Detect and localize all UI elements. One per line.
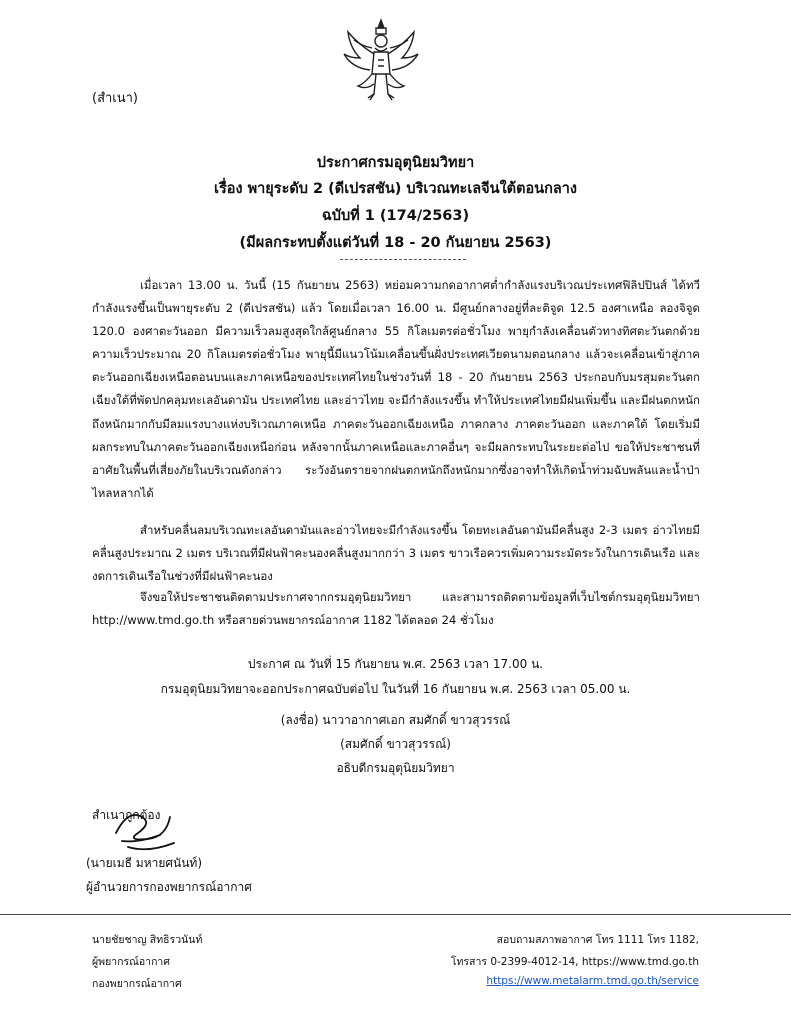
body-paragraph-1	[92, 274, 700, 505]
paragraph-3-text: จึงขอให้ประชาชนติดตามประกาศจากกรมอุตุนิยมวิทยา และสามารถติดตามข้อมูลที่เว็บไซต์กรมอุตุนิยมวิทยา http://www.tmd.go.th หรือสายด่วนพยากรณ์อากาศ 1182 ได้ตลอด 24 ชั่วโมง	[92, 590, 700, 628]
footer-division: กองพยากรณ์อากาศ	[92, 978, 182, 990]
footer-divider	[0, 914, 791, 915]
signatory-name: (สมศักดิ์ ขาวสุวรรณ์)	[340, 737, 451, 751]
title-divider	[340, 259, 466, 260]
next-announcement: กรมอุตุนิยมวิทยาจะออกประกาศฉบับต่อไป ในวันที่ 16 กันยายน พ.ศ. 2563 เวลา 05.00 น.	[160, 682, 631, 696]
footer-service-link[interactable]: https://www.metalarm.tmd.go.th/service	[486, 975, 699, 987]
issued-date: ประกาศ ณ วันที่ 15 กันยายน พ.ศ. 2563 เวลา 17.00 น.	[247, 657, 544, 671]
paragraph-1-text: เมื่อเวลา 13.00 น. วันนี้ (15 กันยายน 2563) หย่อมความกดอากาศต่ำกำลังแรงบริเวณประเทศฟิลิปปินส์ ได้ทวีกำลังแรงขึ้นเป็นพายุระดับ 2 (ดีเปรสชัน) แล้ว โดยเมื่อเวลา 16.00 น. มีศูนย์กลางอยู่ที่ละติจูด 12.5 องศาเหนือ ลองจิจูด 120.0 องศาตะวันออก มีความเร็วลมสูงสุดใกล้ศูนย์กลาง 55 กิโลเมตรต่อชั่วโมง พายุกำลังเคลื่อนตัวทางทิศตะวันตกด้วยความเร็วประมาณ 20 กิโลเมตรต่อชั่วโมง พายุนี้มีแนวโน้มเคลื่อนขึ้นฝั่งประเทศเวียดนามตอนกลาง แล้วจะเคลื่อนเข้าสู่ภาคตะวันออกเฉียงเหนือตอนบนและภาคเหนือของประเทศไทยในช่วงวันที่ 18 - 20 กันยายน 2563 ประกอบกับมรสุมตะวันตกเฉียงใต้ที่พัดปกคลุมทะเลอันดามัน ประเทศไทย และอ่าวไทย จะมีกำลังแรงขึ้น ทำให้ประเทศไทยมีฝนเพิ่มขึ้น และมีฝนตกหนักถึงหนักมากกับมีลมแรงบางแห่งบริเวณภาคเหนือ ภาคตะวันออกเฉียงเหนือ ภาคกลาง ภาคตะวันออก และภาคใต้ โดยเริ่มมีผลกระทบในภาคตะวันออกเฉียงเหนือก่อน หลังจากนั้นภาคเหนือและภาคอื่นๆ จะมีผลกระทบในระยะต่อไป ขอให้ประชาชนที่อาศัยในพื้นที่เสี่ยงภัยในบริเวณดังกล่าว ระวังอันตรายจากฝนตกหนักถึงหนักมากซึ่งอาจทำให้เกิดน้ำท่วมฉับพลันและน้ำป่าไหลหลากได้	[92, 278, 700, 500]
certified-label: สำเนาถูกต้อง	[92, 808, 161, 822]
signatory-position: อธิบดีกรมอุตุนิยมวิทยา	[336, 761, 455, 775]
body-paragraph-2	[92, 519, 700, 588]
certifier-position: ผู้อำนวยการกองพยากรณ์อากาศ	[86, 880, 252, 894]
announcement-effective-dates: (มีผลกระทบตั้งแต่วันที่ 18 - 20 กันยายน 2563)	[239, 235, 552, 251]
paragraph-2-text: สำหรับคลื่นลมบริเวณทะเลอันดามันและอ่าวไทยจะมีกำลังแรงขึ้น โดยทะเลอันดามันมีคลื่นสูง 2-3 เมตร อ่าวไทยมีคลื่นสูงประมาณ 2 เมตร บริเวณที่มีฝนฟ้าคะนองคลื่นสูงมากกว่า 3 เมตร ขาวเรือควรเพิ่มความระมัดระวังในการเดินเรือ และงดการเดินเรือในช่วงที่มีฝนฟ้าคะนอง	[92, 523, 700, 584]
footer-forecaster-name: นายชัยชาญ สิทธิรวนันท์	[92, 934, 203, 946]
signatory-signed: (ลงชื่อ) นาวาอากาศเอก สมศักดิ์ ขาวสุวรรณ์	[280, 713, 511, 727]
footer-fax-website: โทรสาร 0-2399-4012-14, https://www.tmd.go.th	[450, 956, 699, 968]
certifier-name: (นายเมธี มหายศนันท์)	[86, 856, 203, 870]
announcement-subject: เรื่อง พายุระดับ 2 (ดีเปรสชัน) บริเวณทะเลจีนใต้ตอนกลาง	[214, 181, 577, 197]
garuda-emblem-icon	[338, 14, 424, 104]
footer-hotline: สอบถามสภาพอากาศ โทร 1111 โทร 1182,	[496, 934, 699, 946]
footer-forecaster-role: ผู้พยากรณ์อากาศ	[92, 956, 170, 968]
copy-label: (สำเนา)	[92, 91, 139, 106]
announcement-title: ประกาศกรมอุตุนิยมวิทยา	[316, 155, 475, 171]
handwritten-signature-icon	[108, 803, 180, 855]
body-paragraph-3	[92, 586, 700, 632]
announcement-number: ฉบับที่ 1 (174/2563)	[321, 208, 470, 224]
